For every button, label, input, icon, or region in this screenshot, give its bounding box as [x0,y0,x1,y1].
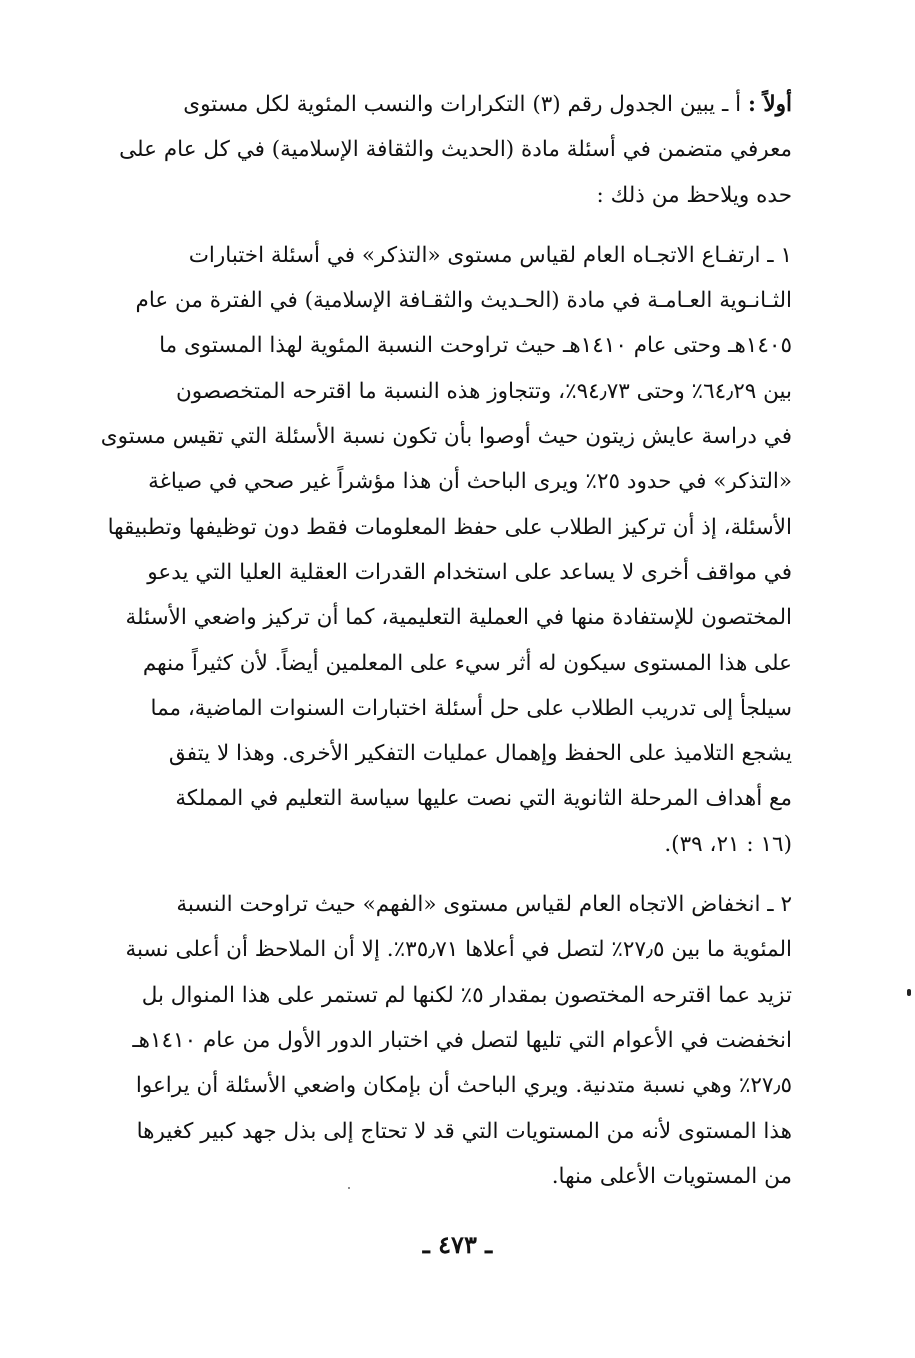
page-body [62,82,792,1199]
paragraph-2-line: ٢٧٫٥٪ وهي نسبة متدنية. ويري الباحث أن بإمكان واضعي الأسئلة أن يراعوا [135,1073,792,1099]
paragraph-1-line: بين ٦٤٫٢٩٪ وحتى ٩٤٫٧٣٪، وتتجاوز هذه النسبة ما اقترحه المتخصصون [175,378,792,404]
scan-edge-mark [907,989,911,996]
paragraph-1-citation: (١٦ : ٢١، ٣٩). [664,831,792,857]
paragraph-1 [62,233,792,867]
paragraph-2-line: هذا المستوى لأنه من المستويات التي قد لا تحتاج إلى بذل جهد كبير كغيرها [136,1118,792,1144]
paragraph-2-line: تزيد عما اقترحه المختصون بمقدار ٥٪ لكنها لم تستمر على هذا المنوال بل [141,982,792,1008]
paragraph-1-line: مع أهداف المرحلة الثانوية التي نصت عليها سياسة التعليم في المملكة [175,786,792,812]
paragraph-2-line: من المستويات الأعلى منها. [551,1163,792,1189]
intro-text-line-1: أ ـ يبين الجدول رقم (٣) التكرارات والنسب المئوية لكل مستوى [183,92,742,117]
intro-paragraph [62,82,792,218]
intro-line-2: معرفي متضمن في أسئلة مادة (الحديث والثقافة الإسلامية) في كل عام على [119,137,792,163]
paragraph-2-line: انخفضت في الأعوام التي تليها لتصل في اختبار الدور الأول من عام ١٤١٠هـ [132,1027,792,1053]
scan-speck [348,1187,350,1189]
paragraph-1-line: سيلجأ إلى تدريب الطلاب على حل أسئلة اختبارات السنوات الماضية، مما [150,695,792,721]
intro-line-1 [62,82,792,127]
paragraph-1-line: ١٤٠٥هـ وحتى عام ١٤١٠هـ حيث تراوحت النسبة المئوية لهذا المستوى ما [159,333,792,359]
paragraph-1-line: ١ ـ ارتفـاع الاتجـاه العام لقياس مستوى «التذكر» في أسئلة اختبارات [188,242,792,268]
paragraph-1-line: على هذا المستوى سيكون له أثر سيء على المعلمين أيضاً. لأن كثيراً منهم [142,650,792,676]
paragraph-1-line: المختصون للإستفادة منها في العملية التعليمية، كما أن تركيز واضعي الأسئلة [125,605,792,631]
paragraph-1-line: الثـانـوية العـامـة في مادة (الحـديث والثقـافة الإسلامية) في الفترة من عام [135,288,792,314]
paragraph-1-line: في دراسة عايش زيتون حيث أوصوا بأن تكون نسبة الأسئلة التي تقيس مستوى [100,424,792,450]
intro-label: أولاً : [747,92,792,117]
paragraph-1-line: يشجع التلاميذ على الحفظ وإهمال عمليات التفكير الأخرى. وهذا لا يتفق [168,741,792,767]
paragraph-2 [62,882,792,1199]
intro-line-3: حده ويلاحظ من ذلك : [596,182,792,208]
paragraph-1-line: «التذكر» في حدود ٢٥٪ ويرى الباحث أن هذا مؤشراً غير صحي في صياغة [148,469,792,495]
paragraph-2-line: المئوية ما بين ٢٧٫٥٪ لتصل في أعلاها ٣٥٫٧١٪. إلا أن الملاحظ أن أعلى نسبة [125,937,792,963]
page-number: ـ ٤٧٣ ـ [422,1230,493,1259]
paragraph-1-line: الأسئلة، إذ أن تركيز الطلاب على حفظ المعلومات فقط دون توظيفها وتطبيقها [107,514,792,540]
paragraph-1-line: في مواقف أخرى لا يساعد على استخدام القدرات العقلية العليا التي يدعو [147,559,792,585]
paragraph-2-line: ٢ ـ انخفاض الاتجاه العام لقياس مستوى «الفهم» حيث تراوحت النسبة [176,892,792,918]
